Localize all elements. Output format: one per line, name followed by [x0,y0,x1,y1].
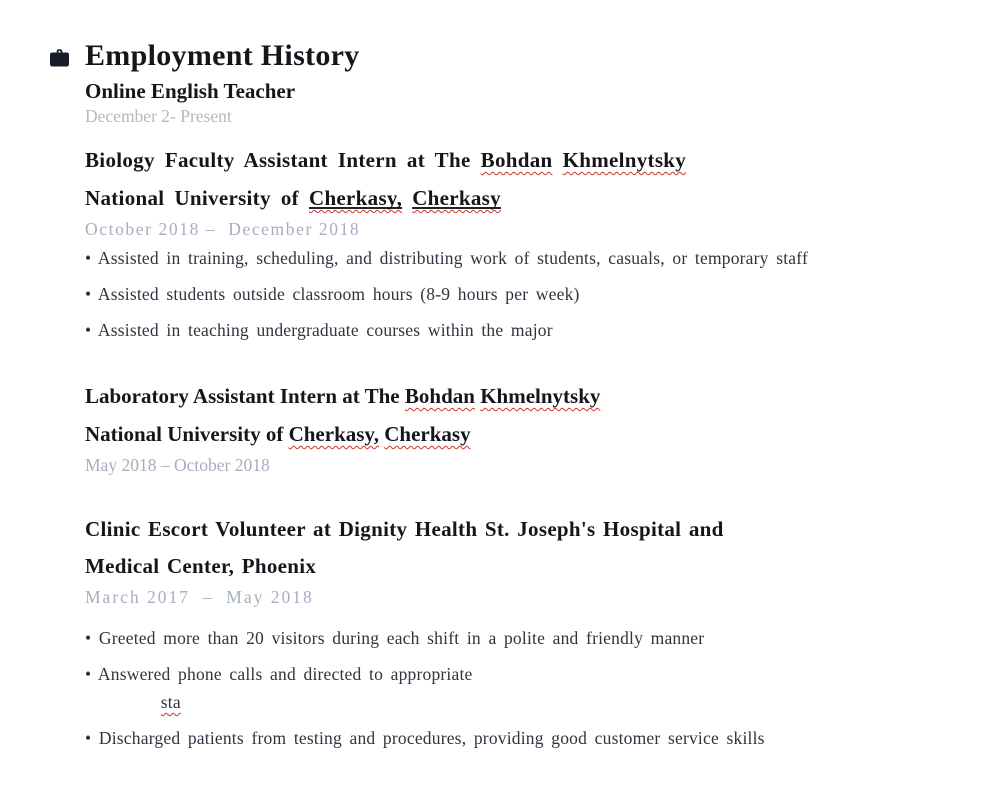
job-entry-laboratory-assistant [85,377,833,475]
job-title [85,511,833,585]
job-title-text: National University of [85,186,299,210]
section-title-employment-history: Employment History [85,39,360,72]
misspelled-word: Khmelnytsky [562,148,687,172]
job-entry-biology-faculty-assistant [85,141,833,344]
misspelled-word: Cherkasy [412,186,501,210]
job-title-text: Laboratory Assistant Intern at The [85,384,400,408]
misspelled-word: Khmelnytsky [480,384,601,408]
job-bullet-list [85,624,833,752]
job-bullet: • Assisted in teaching undergraduate courses within the major [85,320,553,340]
job-dates: October 2018 – December 2018 [85,219,361,239]
job-bullet: • Assisted students outside classroom hours (8-9 hours per week) [85,284,580,304]
misspelled-word: Cherkasy, [288,422,380,446]
job-bullet-list [85,245,833,344]
briefcase-icon [47,46,72,70]
job-title-text: Biology Faculty Assistant Intern at The [85,148,471,172]
misspelled-word: Cherkasy, [308,186,403,210]
job-entry-clinic-escort-volunteer [85,511,833,752]
job-bullet: • Greeted more than 20 visitors during each shift in a polite and friendly manner [85,628,705,648]
job-dates: May 2018 – October 2018 [85,455,270,475]
job-bullet: • Assisted in training, scheduling, and distributing work of students, casuals, or temporary staff [85,248,808,268]
misspelled-word: Cherkasy [384,422,471,446]
job-title-text: Clinic Escort Volunteer at Dignity Health St. Joseph's Hospital and [85,517,724,541]
misspelled-word: Bohdan [404,384,475,408]
job-title-text: National University of [85,422,284,446]
job-title [85,377,833,453]
job-title [85,141,833,217]
job-bullet: • Answered phone calls and directed to appropriate sta [85,664,473,712]
job-dates: March 2017 – May 2018 [85,587,314,607]
misspelled-word: sta [160,692,181,712]
job-title: Online English Teacher [85,79,296,103]
job-bullet: • Discharged patients from testing and procedures, providing good customer service skills [85,728,765,748]
job-title-text: Medical Center, Phoenix [85,554,317,578]
job-dates: December 2- Present [85,106,232,126]
job-entry-online-english-teacher [85,79,833,126]
misspelled-word: Bohdan [480,148,553,172]
